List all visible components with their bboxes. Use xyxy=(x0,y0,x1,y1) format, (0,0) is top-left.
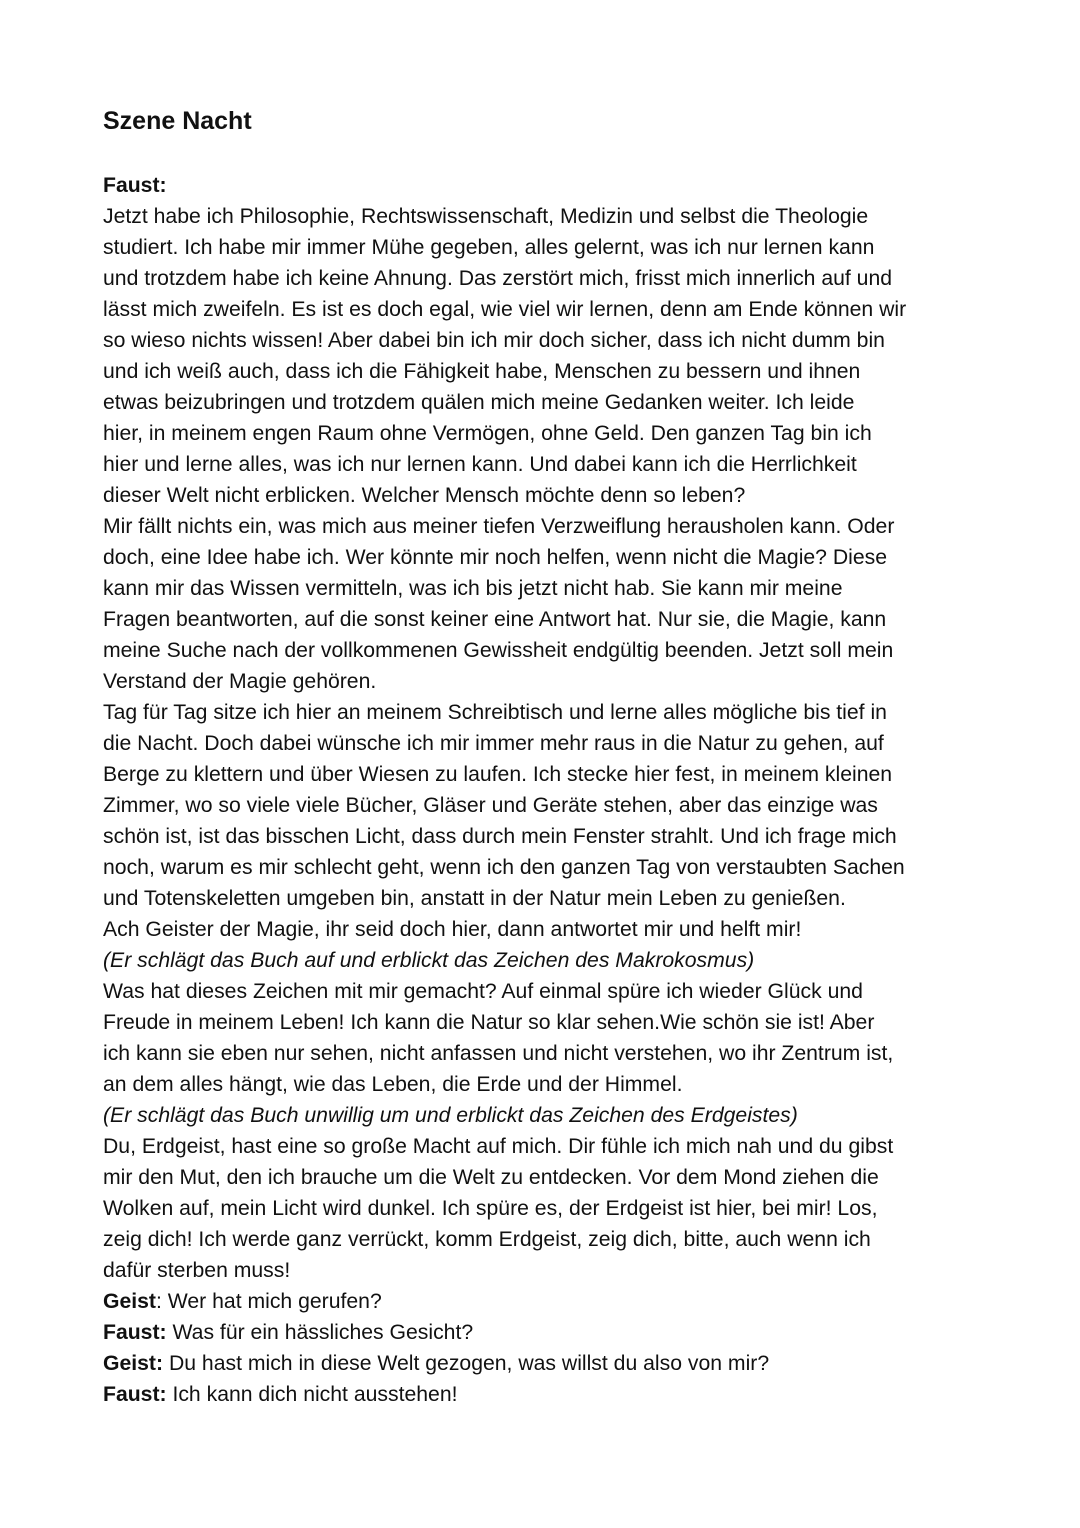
speaker-name: Faust: xyxy=(103,1383,167,1406)
speaker-name: Faust: xyxy=(103,1321,167,1344)
text-line: kann mir das Wissen vermitteln, was ich bis jetzt nicht hab. Sie kann mir meine xyxy=(103,577,843,600)
text-line: zeig dich! Ich werde ganz verrückt, komm Erdgeist, zeig dich, bitte, auch wenn ich xyxy=(103,1228,871,1251)
text-line: an dem alles hängt, wie das Leben, die Erde und der Himmel. xyxy=(103,1073,683,1096)
dialogue-text: Was für ein hässliches Gesicht? xyxy=(172,1321,474,1344)
speaker-name: Geist: xyxy=(103,1352,164,1375)
dialogue-text: Wer hat mich gerufen? xyxy=(167,1290,382,1313)
text-line: Zimmer, wo so viele viele Bücher, Gläser und Geräte stehen, aber das einzige was xyxy=(103,794,878,817)
text-line: hier und lerne alles, was ich nur lernen kann. Und dabei kann ich die Herrlichkeit xyxy=(103,453,857,476)
text-line: und Totenskeletten umgeben bin, anstatt in der Natur mein Leben zu genießen. xyxy=(103,887,846,910)
text-line: hier, in meinem engen Raum ohne Vermögen, ohne Geld. Den ganzen Tag bin ich xyxy=(103,422,872,445)
dialogue-line xyxy=(103,1317,983,1348)
text-line: und ich weiß auch, dass ich die Fähigkeit habe, Menschen zu bessern und ihnen xyxy=(103,360,861,383)
text-line: Wolken auf, mein Licht wird dunkel. Ich spüre es, der Erdgeist ist hier, bei mir! Los, xyxy=(103,1197,878,1220)
speaker-separator: : xyxy=(156,1290,168,1313)
dialogue-text: Ich kann dich nicht ausstehen! xyxy=(172,1383,458,1406)
dialogue-line xyxy=(103,1286,983,1317)
text-line: Mir fällt nichts ein, was mich aus meiner tiefen Verzweiflung herausholen kann. Oder xyxy=(103,515,895,538)
scene-text xyxy=(103,170,983,1410)
dialogue-line xyxy=(103,1348,983,1379)
text-line: Fragen beantworten, auf die sonst keiner eine Antwort hat. Nur sie, die Magie, kann xyxy=(103,608,887,631)
stage-direction: (Er schlägt das Buch unwillig um und erblickt das Zeichen des Erdgeistes) xyxy=(103,1104,798,1127)
speaker-heading: Faust: xyxy=(103,174,167,197)
text-line: dafür sterben muss! xyxy=(103,1259,291,1282)
dialogue-text: Du hast mich in diese Welt gezogen, was willst du also von mir? xyxy=(168,1352,770,1375)
text-line: dieser Welt nicht erblicken. Welcher Mensch möchte denn so leben? xyxy=(103,484,746,507)
text-line: meine Suche nach der vollkommenen Gewissheit endgültig beenden. Jetzt soll mein xyxy=(103,639,894,662)
text-line: Ach Geister der Magie, ihr seid doch hier, dann antwortet mir und helft mir! xyxy=(103,918,802,941)
text-line: etwas beizubringen und trotzdem quälen mich meine Gedanken weiter. Ich leide xyxy=(103,391,855,414)
text-line: und trotzdem habe ich keine Ahnung. Das zerstört mich, frisst mich innerlich auf und xyxy=(103,267,893,290)
text-line: so wieso nichts wissen! Aber dabei bin ich mir doch sicher, dass ich nicht dumm bin xyxy=(103,329,885,352)
monologue-block-3 xyxy=(103,1131,983,1286)
text-line: Verstand der Magie gehören. xyxy=(103,670,377,693)
text-line: Freude in meinem Leben! Ich kann die Natur so klar sehen.Wie schön sie ist! Aber xyxy=(103,1011,875,1034)
text-line: Tag für Tag sitze ich hier an meinem Schreibtisch und lerne alles mögliche bis tief in xyxy=(103,701,887,724)
speaker-name: Geist xyxy=(103,1290,156,1313)
text-line: studiert. Ich habe mir immer Mühe gegeben, alles gelernt, was ich nur lernen kann xyxy=(103,236,875,259)
text-line: die Nacht. Doch dabei wünsche ich mir immer mehr raus in die Natur zu gehen, auf xyxy=(103,732,884,755)
text-line: doch, eine Idee habe ich. Wer könnte mir noch helfen, wenn nicht die Magie? Diese xyxy=(103,546,888,569)
stage-direction: (Er schlägt das Buch auf und erblickt das Zeichen des Makrokosmus) xyxy=(103,949,755,972)
dialogue-block xyxy=(103,1286,983,1410)
text-line: Jetzt habe ich Philosophie, Rechtswissenschaft, Medizin und selbst die Theologie xyxy=(103,205,869,228)
text-line: schön ist, ist das bisschen Licht, dass durch mein Fenster strahlt. Und ich frage mich xyxy=(103,825,897,848)
text-line: Was hat dieses Zeichen mit mir gemacht? Auf einmal spüre ich wieder Glück und xyxy=(103,980,863,1003)
text-line: ich kann sie eben nur sehen, nicht anfassen und nicht verstehen, wo ihr Zentrum ist, xyxy=(103,1042,894,1065)
monologue-block-1 xyxy=(103,201,983,945)
text-line: mir den Mut, den ich brauche um die Welt zu entdecken. Vor dem Mond ziehen die xyxy=(103,1166,879,1189)
monologue-block-2 xyxy=(103,976,983,1100)
dialogue-line xyxy=(103,1379,983,1410)
text-line: noch, warum es mir schlecht geht, wenn ich den ganzen Tag von verstaubten Sachen xyxy=(103,856,905,879)
text-line: Du, Erdgeist, hast eine so große Macht auf mich. Dir fühle ich mich nah und du gibst xyxy=(103,1135,894,1158)
text-line: Berge zu klettern und über Wiesen zu laufen. Ich stecke hier fest, in meinem kleinen xyxy=(103,763,893,786)
scene-title: Szene Nacht xyxy=(103,107,252,135)
text-line: lässt mich zweifeln. Es ist es doch egal, wie viel wir lernen, denn am Ende können wir xyxy=(103,298,907,321)
